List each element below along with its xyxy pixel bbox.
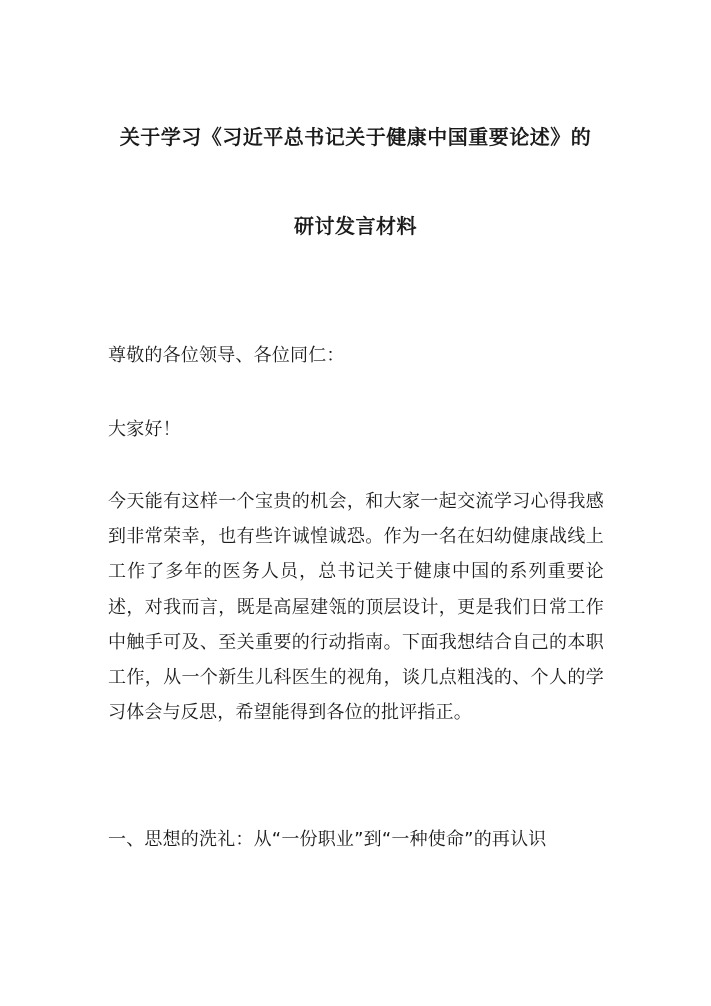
document-title-line-1: 关于学习《习近平总书记关于健康中国重要论述》的 (119, 125, 592, 149)
greeting: 大家好！ (108, 419, 181, 440)
section-heading: 一、思想的洗礼：从“一份职业”到“一种使命”的再认识 (108, 829, 547, 850)
document-title-line-2: 研讨发言材料 (294, 214, 417, 238)
salutation: 尊敬的各位领导、各位同仁： (108, 345, 345, 366)
body-paragraph: 今天能有这样一个宝贵的机会，和大家一起交流学习心得我感到非常荣幸，也有些许诚惶诚恐。作为一名在妇幼健康战线上工作了多年的医务人员，总书记关于健康中国的系列重要论述，对我而言，既是高屋建瓴的顶层设计，更是我们日常工作中触手可及、至关重要的行动指南。下面我想结合自己的本职工作，从一个新生儿科医生的视角，谈几点粗浅的、个人的学习体会与反思，希望能得到各位的批评指正。 (108, 491, 604, 724)
